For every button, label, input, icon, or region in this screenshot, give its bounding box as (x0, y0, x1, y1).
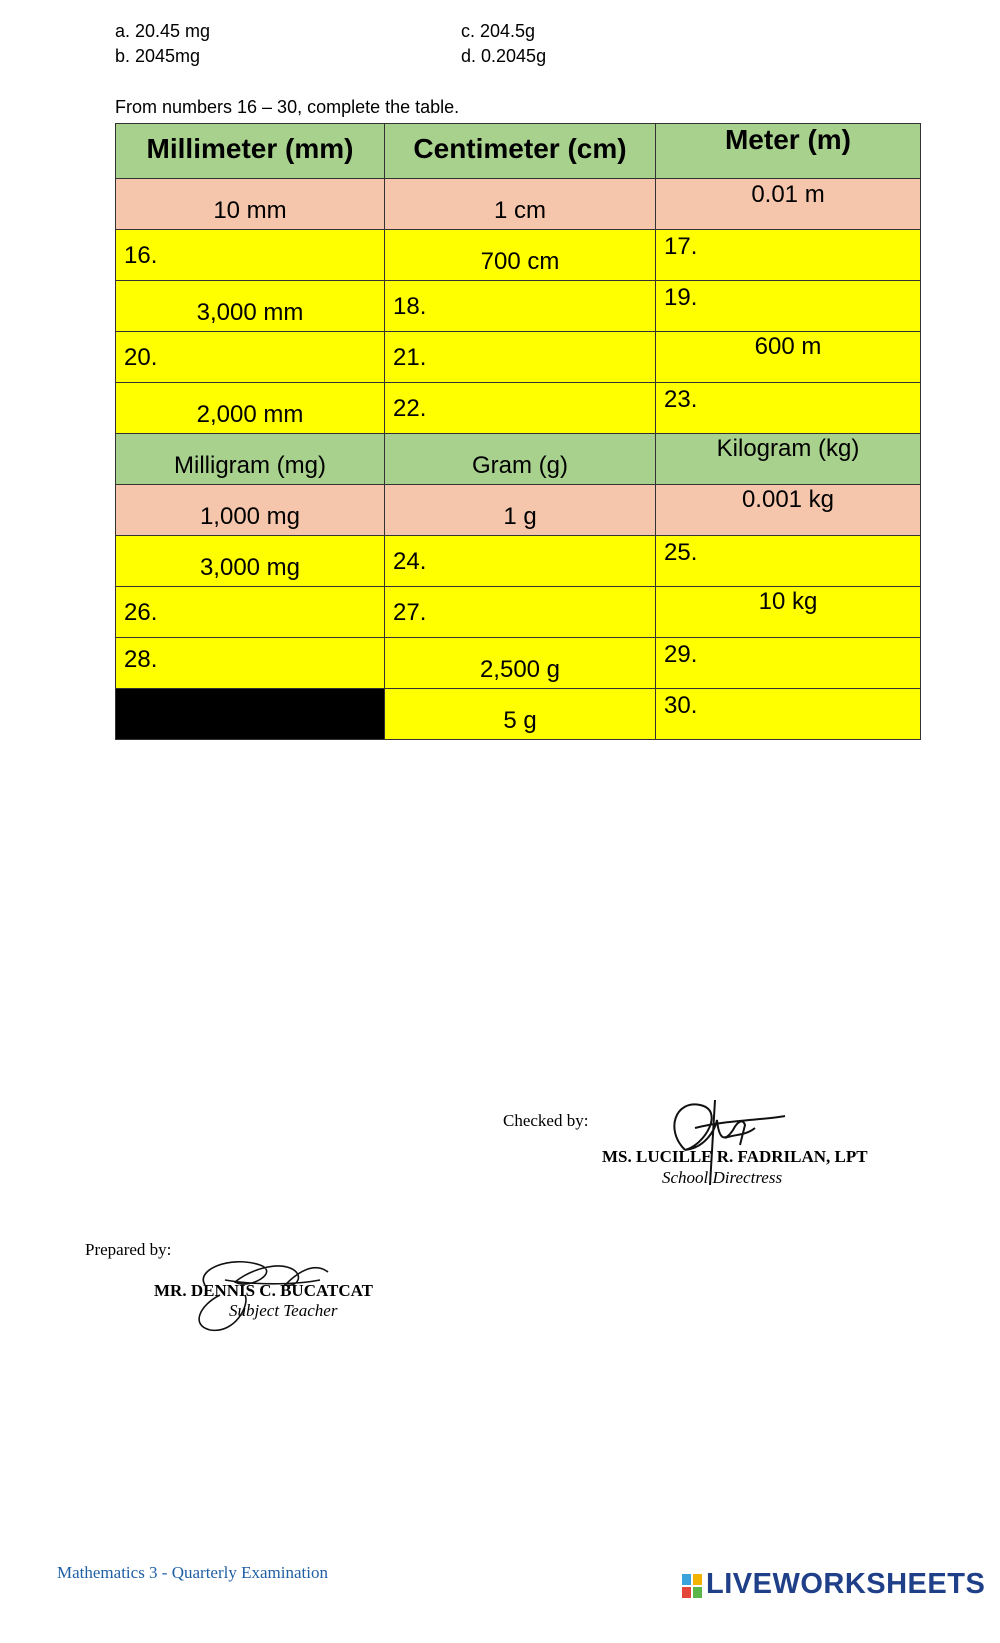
table-row (116, 689, 921, 740)
header-millimeter: Millimeter (mm) (146, 133, 354, 164)
given-cell: 3,000 mm (116, 281, 385, 332)
answer-cell[interactable]: 29. (656, 638, 921, 689)
table-row (116, 281, 921, 332)
header-centimeter: Centimeter (cm) (413, 133, 627, 164)
answer-cell[interactable]: 17. (656, 230, 921, 281)
given-cell: 3,000 mg (116, 536, 385, 587)
answer-cell[interactable]: 24. (385, 536, 656, 587)
checked-by-role: School Directress (662, 1168, 783, 1187)
table-row (116, 383, 921, 434)
liveworksheets-logo[interactable] (682, 1568, 986, 1604)
answer-cell[interactable]: 21. (385, 332, 656, 383)
example-cell: 1,000 mg (116, 485, 385, 536)
conversion-table (115, 123, 921, 740)
table-row (116, 179, 921, 230)
table-row (116, 587, 921, 638)
logo-grid-icon (682, 1574, 702, 1598)
header-meter: Meter (m) (724, 124, 851, 155)
prepared-by-name: MR. DENNIS C. BUCATCAT (154, 1281, 373, 1300)
prepared-by-label: Prepared by: (85, 1240, 172, 1259)
answer-cell[interactable]: 30. (656, 689, 921, 740)
header-milligram: Milligram (mg) (174, 452, 326, 479)
example-cell: 0.01 m (656, 179, 921, 230)
answer-cell[interactable]: 22. (385, 383, 656, 434)
given-cell: 600 m (656, 332, 921, 383)
answer-cell[interactable]: 16. (116, 230, 385, 281)
answer-cell[interactable]: 23. (656, 383, 921, 434)
table-row (116, 124, 921, 179)
example-cell: 10 mm (116, 179, 385, 230)
answer-cell[interactable]: 18. (385, 281, 656, 332)
header-cell (656, 124, 921, 179)
given-cell: 700 cm (385, 230, 656, 281)
example-cell: 1 cm (385, 179, 656, 230)
footer-subject: Mathematics 3 - Quarterly Examination (57, 1563, 328, 1582)
answer-cell[interactable]: 28. (116, 638, 385, 689)
choice-a: a. 20.45 mg (115, 21, 211, 41)
table-row (116, 536, 921, 587)
table-row (116, 230, 921, 281)
choice-d: d. 0.2045g (461, 46, 547, 66)
given-cell: 2,000 mm (116, 383, 385, 434)
instruction-text: From numbers 16 – 30, complete the table. (115, 97, 460, 117)
choice-b: b. 2045mg (115, 46, 201, 66)
table-row (116, 638, 921, 689)
given-cell: 2,500 g (385, 638, 656, 689)
checked-by-name: MS. LUCILLE R. FADRILAN, LPT (602, 1147, 868, 1166)
answer-cell[interactable]: 27. (385, 587, 656, 638)
header-cell (385, 124, 656, 179)
header-cell (116, 434, 385, 485)
answer-cell[interactable]: 20. (116, 332, 385, 383)
table-row (116, 332, 921, 383)
header-cell (656, 434, 921, 485)
header-gram: Gram (g) (472, 452, 568, 479)
header-cell (385, 434, 656, 485)
answer-cell[interactable]: 25. (656, 536, 921, 587)
given-cell: 5 g (385, 689, 656, 740)
header-cell (116, 124, 385, 179)
answer-cell[interactable]: 19. (656, 281, 921, 332)
answer-cell[interactable]: 26. (116, 587, 385, 638)
blacked-out-cell (116, 689, 385, 740)
checked-by-label: Checked by: (503, 1111, 589, 1130)
prepared-by-role: Subject Teacher (229, 1301, 338, 1320)
given-cell: 10 kg (656, 587, 921, 638)
header-kilogram: Kilogram (kg) (716, 435, 860, 462)
logo-text: LIVEWORKSHEETS (706, 1568, 986, 1600)
table-row (116, 485, 921, 536)
choice-c: c. 204.5g (461, 21, 536, 41)
example-cell: 1 g (385, 485, 656, 536)
example-cell: 0.001 kg (656, 485, 921, 536)
table-row (116, 434, 921, 485)
